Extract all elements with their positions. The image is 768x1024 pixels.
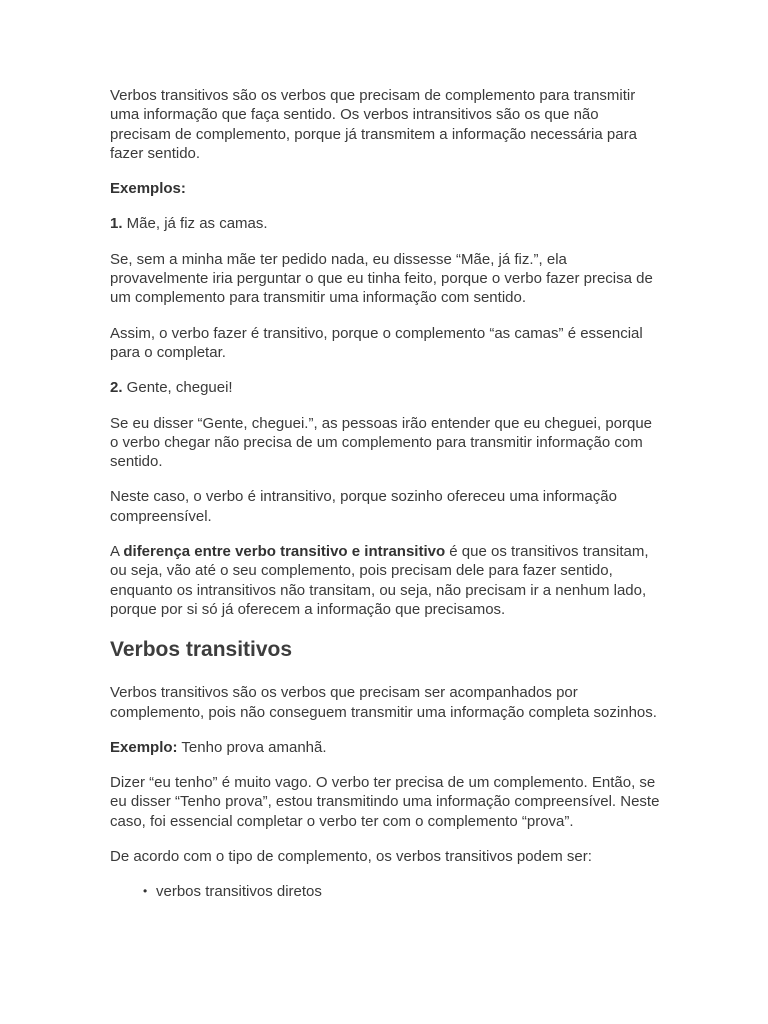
list-item-text: verbos transitivos diretos — [156, 883, 322, 901]
intro-paragraph: Verbos transitivos são os verbos que precisam de complemento para transmitir uma informação que faça sentido. Os verbos intransitivos são os que não precisam de complemento, porque já transmitem a informação necessária para fazer sentido. — [110, 87, 637, 162]
difference-suffix: é que os transitivos transitam, ou seja, vão até o seu complemento, pois precisam dele para fazer sentido, enquanto os intransitivos não transitam, ou seja, não precisam ir a nenhum lado, porque por si só já oferecem a informação que precisamos. — [110, 543, 649, 618]
examples-heading — [110, 179, 662, 198]
section-heading: Verbos transitivos — [110, 638, 293, 662]
section-example-text: Tenho prova amanhã. — [177, 738, 327, 756]
example-2-explanation: Se eu disser “Gente, cheguei.”, as pessoas irão entender que eu cheguei, porque o verbo chegar não precisa de um complemento para transmitir informação com sentido. — [110, 414, 653, 471]
difference-paragraph — [110, 542, 662, 619]
example-2-sentence — [110, 378, 662, 397]
example-1-conclusion: Assim, o verbo fazer é transitivo, porque o complemento “as camas” é essencial para o completar. — [110, 324, 643, 361]
example-1-number: 1. — [110, 215, 123, 233]
list-item — [143, 882, 662, 901]
section-example — [110, 738, 662, 757]
difference-bold: diferença entre verbo transitivo e intransitivo — [123, 543, 446, 561]
example-1-explanation: Se, sem a minha mãe ter pedido nada, eu dissesse “Mãe, já fiz.”, ela provavelmente iria perguntar o que eu tinha feito, porque o verbo fazer precisa de um complemento para transmitir uma informação com sentido. — [110, 250, 653, 307]
section-example-label: Exemplo: — [110, 738, 178, 756]
section-explanation: Dizer “eu tenho” é muito vago. O verbo ter precisa de um complemento. Então, se eu disser “Tenho prova”, estou transmitindo uma informação compreensível. Neste caso, foi essencial completar o verbo ter com o complemento “prova”. — [110, 774, 660, 830]
example-2-number: 2. — [110, 379, 123, 397]
example-2-text: Gente, cheguei! — [122, 379, 233, 397]
examples-label: Exemplos: — [110, 180, 186, 198]
article-body — [110, 86, 662, 902]
types-list — [110, 882, 662, 901]
example-1-text: Mãe, já fiz as camas. — [122, 215, 268, 233]
section-paragraph: Verbos transitivos são os verbos que precisam ser acompanhados por complemento, pois não conseguem transmitir uma informação completa sozinhos. — [110, 684, 657, 721]
difference-prefix: A — [110, 543, 124, 561]
example-1-sentence — [110, 214, 662, 233]
example-2-conclusion: Neste caso, o verbo é intransitivo, porque sozinho ofereceu uma informação compreensível. — [110, 488, 617, 525]
bullet-icon: • — [143, 884, 148, 899]
types-intro: De acordo com o tipo de complemento, os verbos transitivos podem ser: — [110, 848, 592, 866]
